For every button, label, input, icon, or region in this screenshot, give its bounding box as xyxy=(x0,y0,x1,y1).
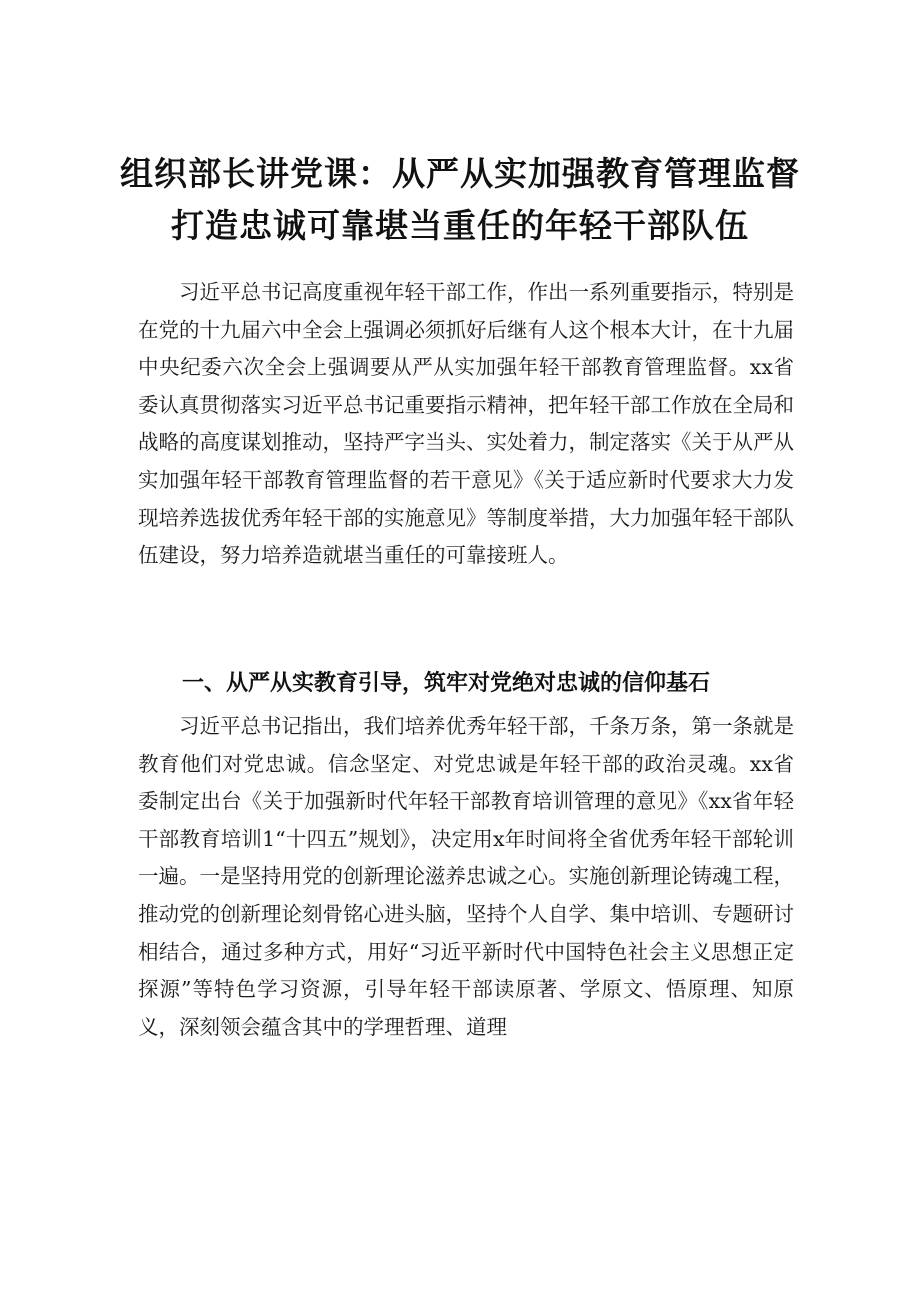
document-title-line-2: 打造忠诚可靠堪当重任的年轻干部队伍 xyxy=(171,206,749,245)
document-title-line-1: 组织部长讲党课：从严从实加强教育管理监督 xyxy=(120,154,800,193)
section-heading-1: 一、从严从实教育引导，筑牢对党绝对忠诚的信仰基石 xyxy=(182,671,711,696)
section-1-paragraph: 习近平总书记指出，我们培养优秀年轻干部，千条万条，第一条就是教育他们对党忠诚。信念坚定、对党忠诚是年轻干部的政治灵魂。xx省委制定出台《关于加强新时代年轻干部教育培训管理的意见》《xx省年轻干部教育培训1“十四五”规划》，决定用x年时间将全省优秀年轻干部轮训一遍。一是坚持用党的创新理论滋养忠诚之心。实施创新理论铸魂工程，推动党的创新理论刻骨铭心进头脑，坚持个人自学、集中培训、专题研讨相结合，通过多种方式，用好“习近平新时代中国特色社会主义思想正定探源”等特色学习资源，引导年轻干部读原著、学原文、悟原理、知原义，深刻领会蕴含其中的学理哲理、道理 xyxy=(138,714,794,1039)
intro-paragraph: 习近平总书记高度重视年轻干部工作，作出一系列重要指示，特别是在党的十九届六中全会上强调必须抓好后继有人这个根本大计，在十九届中央纪委六次全会上强调要从严从实加强年轻干部教育管理监督。xx省委认真贯彻落实习近平总书记重要指示精神，把年轻干部工作放在全局和战略的高度谋划推动，坚持严字当头、实处着力，制定落实《关于从严从实加强年轻干部教育管理监督的若干意见》《关于适应新时代要求大力发现培养选拔优秀年轻干部的实施意见》等制度举措，大力加强年轻干部队伍建设，努力培养造就堪当重任的可靠接班人。 xyxy=(138,280,794,568)
